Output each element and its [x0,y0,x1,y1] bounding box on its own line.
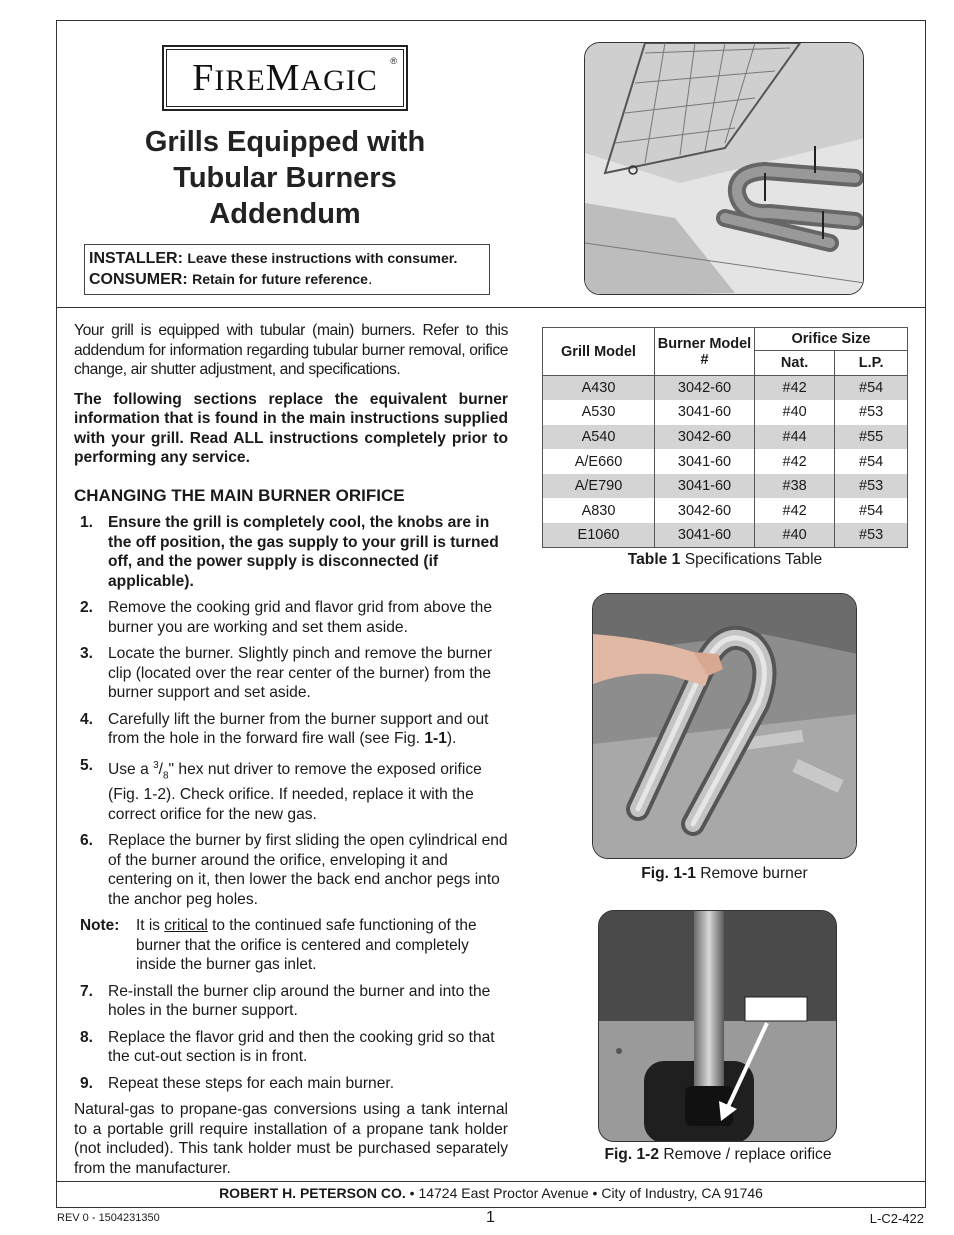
footer-divider [56,1181,926,1182]
table-row: A830 3042-60 #42 #54 [543,498,908,523]
table-row: A530 3041-60 #40 #53 [543,400,908,425]
document-title [100,124,470,232]
section-heading: CHANGING THE MAIN BURNER ORIFICE [74,485,405,505]
intro-paragraph: Your grill is equipped with tubular (main) burners. Refer to this addendum for information regarding tubular burner removal, orifice change, air shutter adjustment, and specifications. [74,322,508,378]
firemagic-logo [162,45,408,111]
step-9: 9. Repeat these steps for each main burner. [80,1074,395,1092]
header-divider [56,307,926,308]
fig-1-2-caption: Fig. 1-2 Remove / replace orifice [604,1146,832,1163]
table-row: A430 3042-60 #42 #54 [543,376,908,401]
steps-list [74,513,508,909]
conversion-paragraph: Natural-gas to propane-gas conversions using a tank internal to a portable grill require installation of a propane tank holder (not included). This tank holder must be purchased separately from the manufacturer. [74,1101,508,1177]
col-burner-model: Burner Model # [655,328,755,376]
critical-note: Note: It is critical to the continued safe functioning of the burner that the orifice is centered and completely inside the burner gas inlet. [80,917,477,974]
specifications-table [542,327,908,548]
consumer-text: Retain for future reference [192,271,368,287]
step-2: 2. Remove the cooking grid and flavor grid from above the burner you are working and set them aside. [80,599,492,636]
replacement-notice: The following sections replace the equivalent burner information that is found in the main instructions supplied with your grill. Read ALL instructions completely prior to performing any service. [74,390,508,466]
col-nat: Nat. [755,351,835,376]
instructions-column [74,321,508,1178]
step-6: 6. Replace the burner by first sliding the open cylindrical end of the burner around the orifice, enveloping it and centering on it, then lower the back end anchor pegs into the anchor peg holes. [80,832,508,908]
table-row: A/E790 3041-60 #38 #53 [543,474,908,499]
col-grill-model: Grill Model [543,328,655,376]
title-line-1: Grills Equipped with [144,126,426,158]
page-number: 1 [486,1209,495,1226]
col-lp: L.P. [835,351,908,376]
step-1: 1. Ensure the grill is completely cool, the knobs are in the off position, the gas supply to your grill is turned off, and the power supply is disconnected (if applicable). [80,514,499,590]
installer-label: INSTALLER: [89,250,183,267]
revision-code: REV 0 - 1504231350 [57,1212,160,1224]
step-7: 7. Re-install the burner clip around the burner and into the holes in the burner support. [80,982,491,1020]
step-4: 4. Carefully lift the burner from the burner support and out from the hole in the forward fire wall (see Fig. 1-1). [80,710,489,747]
installer-notice-box: INSTALLER: Leave these instructions with consumer. CONSUMER: Retain for future reference. [84,244,490,295]
consumer-label: CONSUMER: [89,271,188,288]
table-row: A540 3042-60 #44 #55 [543,425,908,450]
title-line-3: Addendum [209,198,361,230]
table-row: E1060 3041-60 #40 #53 [543,523,908,548]
orifice-photo [598,910,837,1142]
installer-text: Leave these instructions with consumer. [187,250,458,266]
grill-interior-photo [584,42,864,295]
registered-mark: ® [390,56,397,66]
footer-address: ROBERT H. PETERSON CO. • 14724 East Proctor Avenue • City of Industry, CA 91746 [219,1185,763,1201]
table-row: A/E660 3041-60 #42 #54 [543,449,908,474]
steps-list-continued [74,982,508,1094]
remove-burner-photo [592,593,857,859]
col-orifice-size: Orifice Size [755,328,908,351]
step-5: 5. Use a $^3/_8$" hex nut driver to remove the exposed orifice (Fig. 1-2). Check orifice. If needed, replace it with the correct orifice for the new gas. [80,756,482,823]
fig-1-1-caption: Fig. 1-1 Remove burner [641,865,808,882]
logo-wordmark: FIREMAGIC [192,57,378,99]
step-3: 3. Locate the burner. Slightly pinch and remove the burner clip (located over the rear center of the burner) from the burner support and set aside. [80,645,493,701]
document-code: L-C2-422 [869,1211,924,1226]
title-line-2: Tubular Burners [173,162,397,194]
table-caption: Table 1 Specifications Table [627,551,823,568]
step-8: 8. Replace the flavor grid and then the cooking grid so that the cut-out section is in front. [80,1028,495,1066]
